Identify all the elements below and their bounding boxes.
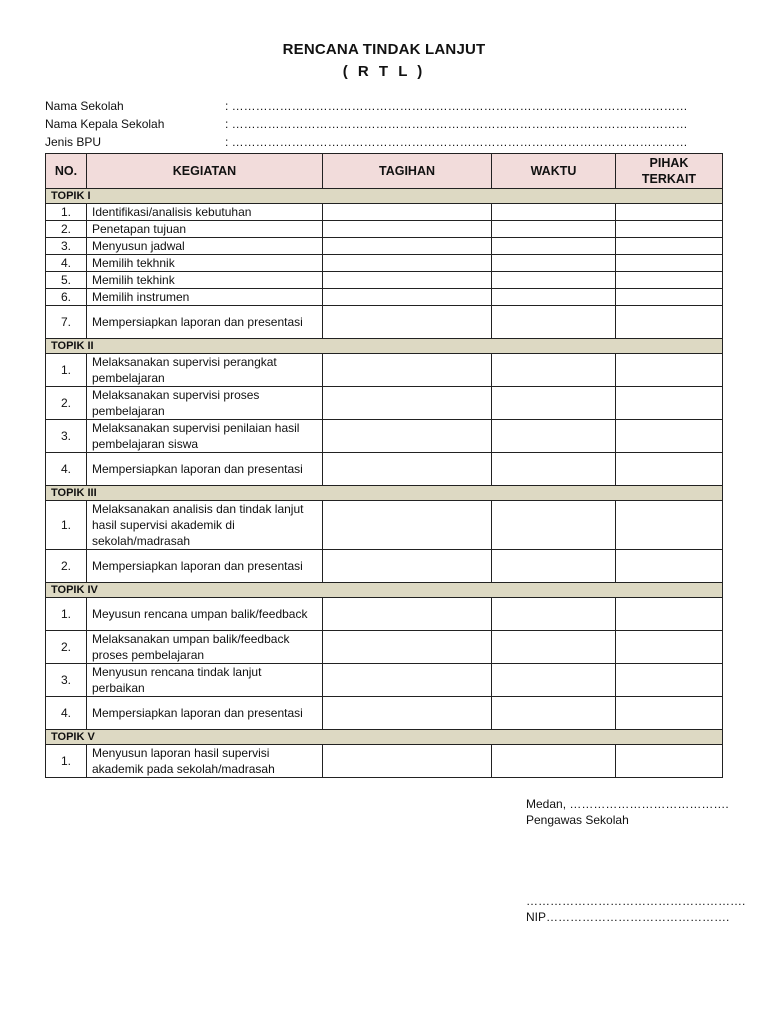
cell-waktu[interactable] bbox=[492, 306, 616, 339]
cell-pihak-terkait[interactable] bbox=[616, 664, 723, 697]
cell-no: 1. bbox=[46, 501, 87, 550]
cell-kegiatan: Mempersiapkan laporan dan presentasi bbox=[87, 306, 323, 339]
cell-waktu[interactable] bbox=[492, 387, 616, 420]
cell-no: 1. bbox=[46, 598, 87, 631]
cell-tagihan[interactable] bbox=[323, 697, 492, 730]
document-title: RENCANA TINDAK LANJUT bbox=[282, 41, 486, 58]
cell-kegiatan: Mempersiapkan laporan dan presentasi bbox=[87, 550, 323, 583]
info-nama-sekolah bbox=[45, 97, 688, 115]
table-row bbox=[46, 631, 723, 664]
cell-pihak-terkait[interactable] bbox=[616, 306, 723, 339]
cell-kegiatan: Meyusun rencana umpan balik/feedback bbox=[87, 598, 323, 631]
info-label: Jenis BPU bbox=[45, 135, 102, 149]
table-row bbox=[46, 420, 723, 453]
cell-no: 1. bbox=[46, 745, 87, 778]
cell-tagihan[interactable] bbox=[323, 354, 492, 387]
header-waktu: WAKTU bbox=[492, 154, 616, 189]
info-jenis-bpu bbox=[45, 133, 688, 151]
info-value: : …………………………………………………………………………………………………… bbox=[225, 117, 688, 131]
info-value: : …………………………………………………………………………………………………… bbox=[225, 99, 688, 113]
table-row bbox=[46, 664, 723, 697]
cell-no: 2. bbox=[46, 631, 87, 664]
cell-no: 5. bbox=[46, 272, 87, 289]
cell-kegiatan: Memilih instrumen bbox=[87, 289, 323, 306]
table-row bbox=[46, 501, 723, 550]
topic-label: TOPIK III bbox=[46, 486, 723, 501]
cell-pihak-terkait[interactable] bbox=[616, 598, 723, 631]
cell-tagihan[interactable] bbox=[323, 420, 492, 453]
cell-tagihan[interactable] bbox=[323, 598, 492, 631]
cell-no: 7. bbox=[46, 306, 87, 339]
cell-pihak-terkait[interactable] bbox=[616, 255, 723, 272]
cell-tagihan[interactable] bbox=[323, 306, 492, 339]
signature-name-line: ………………………………………………. bbox=[526, 894, 746, 908]
cell-waktu[interactable] bbox=[492, 745, 616, 778]
cell-no: 2. bbox=[46, 221, 87, 238]
cell-kegiatan: Memilih tekhink bbox=[87, 272, 323, 289]
cell-waktu[interactable] bbox=[492, 255, 616, 272]
info-nama-kepala-sekolah bbox=[45, 115, 688, 133]
cell-pihak-terkait[interactable] bbox=[616, 387, 723, 420]
cell-no: 4. bbox=[46, 453, 87, 486]
cell-pihak-terkait[interactable] bbox=[616, 745, 723, 778]
rtl-table bbox=[45, 153, 723, 778]
cell-tagihan[interactable] bbox=[323, 453, 492, 486]
table-row bbox=[46, 289, 723, 306]
cell-waktu[interactable] bbox=[492, 697, 616, 730]
table-row bbox=[46, 255, 723, 272]
cell-no: 3. bbox=[46, 420, 87, 453]
cell-kegiatan: Menyusun jadwal bbox=[87, 238, 323, 255]
cell-no: 2. bbox=[46, 387, 87, 420]
cell-no: 4. bbox=[46, 697, 87, 730]
header-pihak-terkait: PIHAK TERKAIT bbox=[616, 154, 723, 189]
cell-tagihan[interactable] bbox=[323, 289, 492, 306]
table-row bbox=[46, 272, 723, 289]
cell-kegiatan: Mempersiapkan laporan dan presentasi bbox=[87, 453, 323, 486]
document-subtitle: ( R T L ) bbox=[342, 63, 426, 80]
cell-no: 4. bbox=[46, 255, 87, 272]
topic-row bbox=[46, 339, 723, 354]
cell-no: 3. bbox=[46, 664, 87, 697]
table-row bbox=[46, 238, 723, 255]
cell-pihak-terkait[interactable] bbox=[616, 221, 723, 238]
cell-tagihan[interactable] bbox=[323, 255, 492, 272]
table-row bbox=[46, 221, 723, 238]
cell-pihak-terkait[interactable] bbox=[616, 289, 723, 306]
cell-waktu[interactable] bbox=[492, 598, 616, 631]
cell-kegiatan: Melaksanakan analisis dan tindak lanjut hasil supervisi akademik di sekolah/madrasah bbox=[87, 501, 323, 550]
signature-nip: NIP………………………………………. bbox=[526, 910, 730, 924]
cell-pihak-terkait[interactable] bbox=[616, 354, 723, 387]
cell-pihak-terkait[interactable] bbox=[616, 272, 723, 289]
cell-pihak-terkait[interactable] bbox=[616, 631, 723, 664]
cell-tagihan[interactable] bbox=[323, 238, 492, 255]
cell-pihak-terkait[interactable] bbox=[616, 550, 723, 583]
table-row bbox=[46, 306, 723, 339]
cell-waktu[interactable] bbox=[492, 272, 616, 289]
table-header-row bbox=[46, 154, 723, 189]
cell-no: 3. bbox=[46, 238, 87, 255]
cell-no: 1. bbox=[46, 204, 87, 221]
cell-kegiatan: Melaksanakan supervisi perangkat pembelajaran bbox=[87, 354, 323, 387]
cell-waktu[interactable] bbox=[492, 238, 616, 255]
cell-kegiatan: Melaksanakan supervisi penilaian hasil pembelajaran siswa bbox=[87, 420, 323, 453]
cell-tagihan[interactable] bbox=[323, 631, 492, 664]
cell-no: 6. bbox=[46, 289, 87, 306]
cell-waktu[interactable] bbox=[492, 550, 616, 583]
cell-waktu[interactable] bbox=[492, 221, 616, 238]
cell-no: 2. bbox=[46, 550, 87, 583]
header-kegiatan: KEGIATAN bbox=[87, 154, 323, 189]
cell-waktu[interactable] bbox=[492, 420, 616, 453]
topic-label: TOPIK IV bbox=[46, 583, 723, 598]
cell-pihak-terkait[interactable] bbox=[616, 501, 723, 550]
header-no: NO. bbox=[46, 154, 87, 189]
cell-tagihan[interactable] bbox=[323, 387, 492, 420]
cell-kegiatan: Melaksanakan supervisi proses pembelajaran bbox=[87, 387, 323, 420]
topic-label: TOPIK V bbox=[46, 730, 723, 745]
cell-tagihan[interactable] bbox=[323, 501, 492, 550]
cell-pihak-terkait[interactable] bbox=[616, 204, 723, 221]
cell-tagihan[interactable] bbox=[323, 550, 492, 583]
table-body bbox=[46, 189, 723, 778]
table-row bbox=[46, 598, 723, 631]
signature-role: Pengawas Sekolah bbox=[526, 813, 629, 827]
cell-kegiatan: Mempersiapkan laporan dan presentasi bbox=[87, 697, 323, 730]
cell-waktu[interactable] bbox=[492, 453, 616, 486]
table-row bbox=[46, 697, 723, 730]
table-row bbox=[46, 204, 723, 221]
cell-pihak-terkait[interactable] bbox=[616, 697, 723, 730]
cell-waktu[interactable] bbox=[492, 289, 616, 306]
info-value: : …………………………………………………………………………………………………… bbox=[225, 135, 688, 149]
cell-waktu[interactable] bbox=[492, 664, 616, 697]
cell-kegiatan: Penetapan tujuan bbox=[87, 221, 323, 238]
cell-tagihan[interactable] bbox=[323, 272, 492, 289]
cell-kegiatan: Menyusun laporan hasil supervisi akademik pada sekolah/madrasah bbox=[87, 745, 323, 778]
signature-place-date: Medan, …………………………………. bbox=[526, 797, 729, 811]
topic-label: TOPIK I bbox=[46, 189, 723, 204]
cell-tagihan[interactable] bbox=[323, 204, 492, 221]
cell-tagihan[interactable] bbox=[323, 664, 492, 697]
cell-waktu[interactable] bbox=[492, 631, 616, 664]
info-label: Nama Sekolah bbox=[45, 99, 124, 113]
cell-kegiatan: Identifikasi/analisis kebutuhan bbox=[87, 204, 323, 221]
header-tagihan: TAGIHAN bbox=[323, 154, 492, 189]
cell-no: 1. bbox=[46, 354, 87, 387]
cell-waktu[interactable] bbox=[492, 501, 616, 550]
cell-kegiatan: Menyusun rencana tindak lanjut perbaikan bbox=[87, 664, 323, 697]
table-row bbox=[46, 550, 723, 583]
cell-tagihan[interactable] bbox=[323, 745, 492, 778]
cell-waktu[interactable] bbox=[492, 204, 616, 221]
table-row bbox=[46, 387, 723, 420]
cell-tagihan[interactable] bbox=[323, 221, 492, 238]
table-row bbox=[46, 354, 723, 387]
cell-pihak-terkait[interactable] bbox=[616, 453, 723, 486]
topic-row bbox=[46, 583, 723, 598]
cell-pihak-terkait[interactable] bbox=[616, 420, 723, 453]
topic-label: TOPIK II bbox=[46, 339, 723, 354]
topic-row bbox=[46, 486, 723, 501]
cell-waktu[interactable] bbox=[492, 354, 616, 387]
topic-row bbox=[46, 730, 723, 745]
cell-kegiatan: Melaksanakan umpan balik/feedback proses pembelajaran bbox=[87, 631, 323, 664]
table-row bbox=[46, 745, 723, 778]
cell-kegiatan: Memilih tekhnik bbox=[87, 255, 323, 272]
info-label: Nama Kepala Sekolah bbox=[45, 117, 165, 131]
table-row bbox=[46, 453, 723, 486]
cell-pihak-terkait[interactable] bbox=[616, 238, 723, 255]
topic-row bbox=[46, 189, 723, 204]
